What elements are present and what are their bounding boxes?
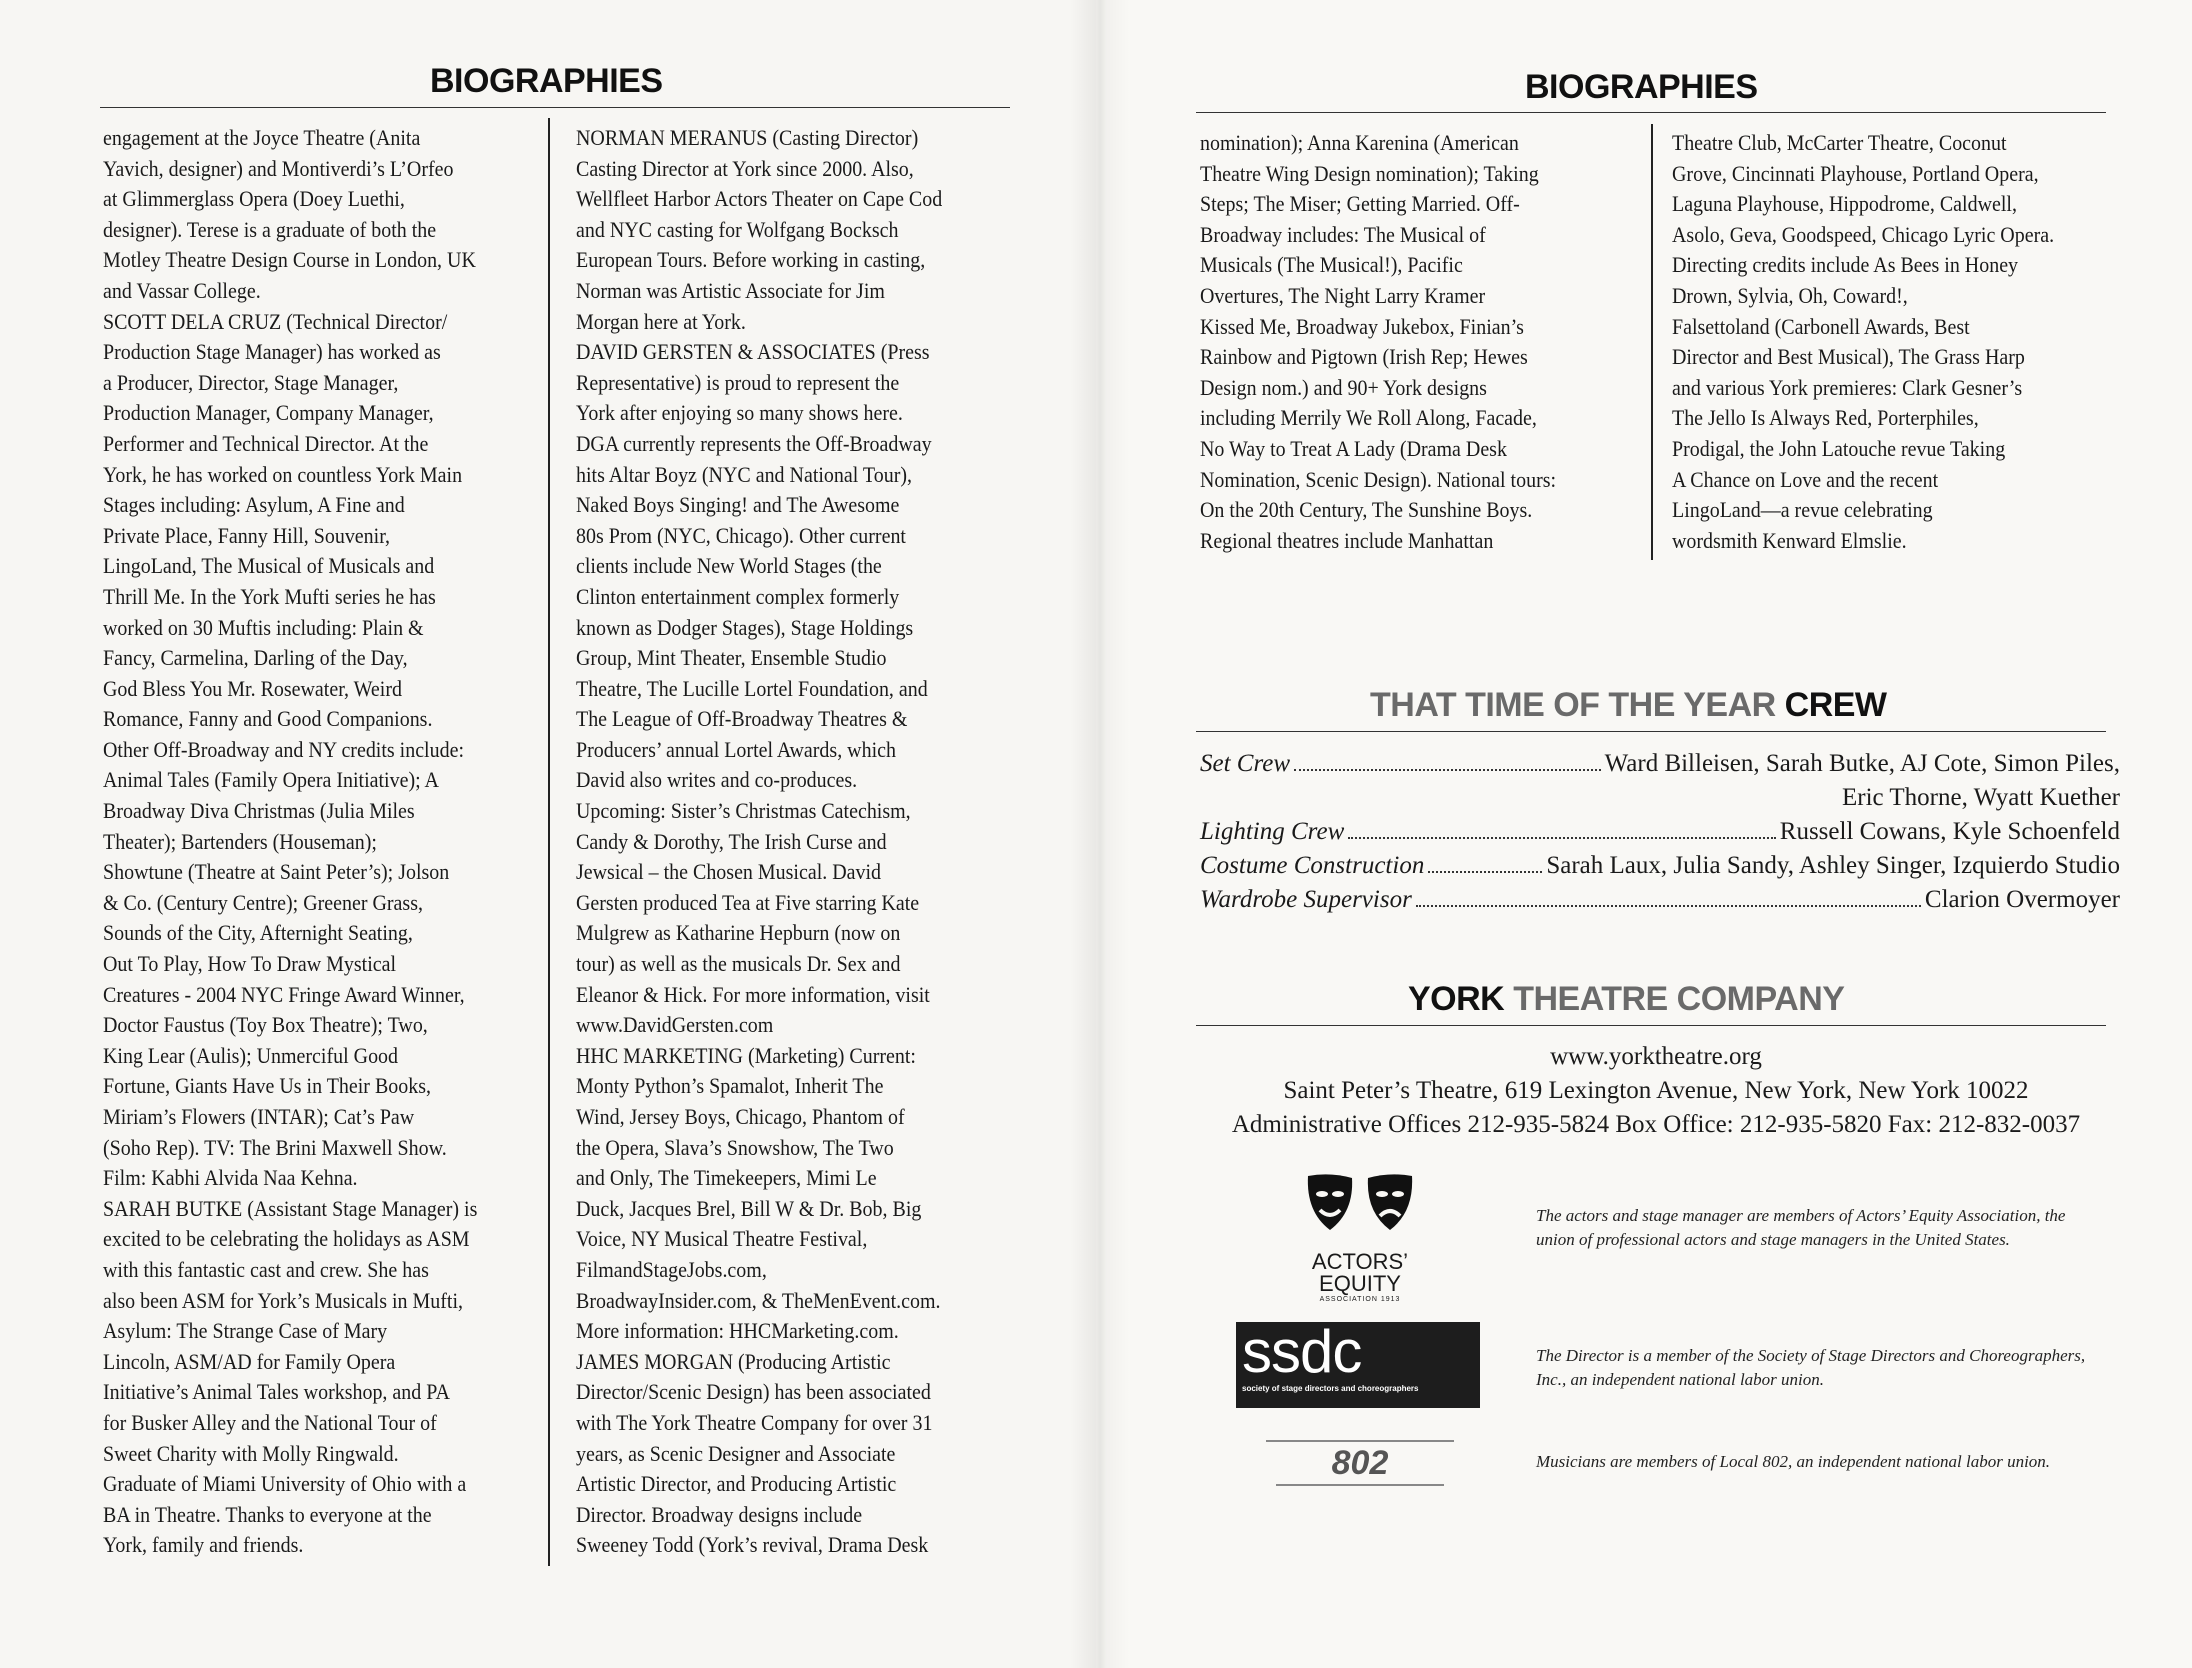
crew-role: Wardrobe Supervisor: [1200, 886, 1412, 913]
bio-text-line: designer). Terese is a graduate of both the: [103, 216, 437, 242]
bio-text-line: Candy & Dorothy, The Irish Curse and: [576, 828, 887, 854]
right-column-divider: [1651, 124, 1653, 560]
crew-names: Clarion Overmoyer: [1924, 886, 2120, 913]
bio-text-line: Jewsical – the Chosen Musical. David: [576, 859, 882, 885]
bio-text-line: Mulgrew as Katharine Hepburn (now on: [576, 920, 901, 946]
bio-text-line: known as Dodger Stages), Stage Holdings: [576, 614, 914, 640]
bio-text-line: Duck, Jacques Brel, Bill W & Dr. Bob, Big: [576, 1195, 922, 1221]
bio-text-line: York after enjoying so many shows here.: [576, 400, 903, 426]
dot-leader: [1294, 769, 1601, 771]
crew-heading-crew-word: CREW: [1784, 686, 1887, 724]
ssdc-logo-subtitle: society of stage directors and choreographers: [1242, 1384, 1419, 1393]
bio-text-line: Grove, Cincinnati Playhouse, Portland Opera,: [1672, 160, 2039, 186]
bio-text-line: excited to be celebrating the holidays as ASM: [103, 1226, 470, 1252]
left-bio-column-1: [103, 123, 477, 1561]
bio-text-line: More information: HHCMarketing.com.: [576, 1318, 899, 1344]
crew-row-lighting: [1200, 818, 2120, 852]
bio-text-line: tour) as well as the musicals Dr. Sex and: [576, 951, 901, 977]
bio-text-line: FilmandStageJobs.com,: [576, 1256, 767, 1282]
bio-text-line: Yavich, designer) and Montiverdi’s L’Orfeo: [103, 155, 454, 181]
bio-text-line: A Chance on Love and the recent: [1672, 466, 1939, 492]
bio-text-line: Group, Mint Theater, Ensemble Studio: [576, 645, 887, 671]
bio-text-line: Casting Director at York since 2000. Also,: [576, 155, 914, 181]
ssdc-logo-text: ssdc: [1242, 1318, 1362, 1385]
bio-text-line: Theatre Wing Design nomination); Taking: [1200, 160, 1539, 186]
bio-text-line: Theater); Bartenders (Houseman);: [103, 828, 377, 854]
bio-text-line: Production Stage Manager) has worked as: [103, 339, 441, 365]
crew-role: Lighting Crew: [1200, 818, 1345, 845]
bio-text-line: LingoLand, The Musical of Musicals and: [103, 553, 435, 579]
crew-row-wardrobe: [1200, 886, 2120, 920]
bio-text-line: Broadway includes: The Musical of: [1200, 221, 1486, 247]
bio-text-line: Out To Play, How To Draw Mystical: [103, 951, 397, 977]
bio-text-line: Nomination, Scenic Design). National tours:: [1200, 466, 1557, 492]
bio-text-line: wordsmith Kenward Elmslie.: [1672, 527, 1907, 553]
bio-text-line: York, he has worked on countless York Main: [103, 461, 463, 487]
bio-text-line: Theatre, The Lucille Lortel Foundation, and: [576, 675, 928, 701]
bio-text-line: Graduate of Miami University of Ohio with a: [103, 1471, 467, 1497]
bio-text-line: Fancy, Carmelina, Darling of the Day,: [103, 645, 408, 671]
bio-text-line: Sounds of the City, Afternight Seating,: [103, 920, 413, 946]
bio-text-line: Private Place, Fanny Hill, Souvenir,: [103, 522, 391, 548]
local-802-statement: Musicians are members of Local 802, an independent national labor union.: [1536, 1452, 2051, 1471]
bio-text-line: Wellfleet Harbor Actors Theater on Cape Cod: [576, 186, 943, 212]
bio-text-line: Directing credits include As Bees in Honey: [1672, 252, 2019, 278]
ssdc-statement: The Director is a member of the Society of Stage Directors and Choreographers, Inc., an independent national labor union.: [1536, 1346, 2086, 1389]
bio-text-line: and NYC casting for Wolfgang Bocksch: [576, 216, 899, 242]
right-heading-rule: [1196, 112, 2106, 113]
bio-text-line: years, as Scenic Designer and Associate: [576, 1440, 896, 1466]
right-bio-column-1: [1200, 128, 1556, 556]
bio-text-line: Rainbow and Pigtown (Irish Rep; Hewes: [1200, 344, 1528, 370]
bio-text-line: Initiative’s Animal Tales workshop, and PA: [103, 1379, 450, 1405]
actors-equity-logo: [1300, 1172, 1420, 1306]
bio-text-line: On the 20th Century, The Sunshine Boys.: [1200, 497, 1533, 523]
bio-text-line: Lincoln, ASM/AD for Family Opera: [103, 1348, 396, 1374]
york-heading-york: YORK: [1408, 980, 1505, 1018]
bio-text-line: Asylum: The Strange Case of Mary: [103, 1318, 388, 1344]
left-column-divider: [548, 118, 550, 1566]
york-phones: Administrative Offices 212-935-5824 Box Office: 212-935-5820 Fax: 212-832-0037: [1231, 1111, 2081, 1138]
bio-text-line: King Lear (Aulis); Unmerciful Good: [103, 1042, 399, 1068]
theatre-masks-icon: [1300, 1172, 1420, 1244]
crew-heading-show-title: THAT TIME OF THE YEAR: [1370, 686, 1776, 724]
bio-text-line: Fortune, Giants Have Us in Their Books,: [103, 1073, 431, 1099]
bio-text-line: Theatre Club, McCarter Theatre, Coconut: [1672, 130, 2007, 155]
equity-logo-line3: ASSOCIATION 1913: [1319, 1296, 1401, 1303]
bio-text-line: HHC MARKETING (Marketing) Current:: [576, 1042, 916, 1068]
bio-text-line: with this fantastic cast and crew. She has: [103, 1256, 429, 1282]
bio-text-line: Voice, NY Musical Theatre Festival,: [576, 1226, 868, 1252]
bio-text-line: the Opera, Slava’s Snowshow, The Two: [576, 1134, 894, 1160]
bio-text-line: Romance, Fanny and Good Companions.: [103, 706, 433, 732]
left-bio-column-2: [576, 123, 942, 1561]
bio-text-line: Creatures - 2004 NYC Fringe Award Winner,: [103, 981, 465, 1007]
bio-text-line: also been ASM for York’s Musicals in Mufti,: [103, 1287, 464, 1313]
bio-text-line: Artistic Director, and Producing Artistic: [576, 1471, 897, 1497]
york-address: Saint Peter’s Theatre, 619 Lexington Avenue, New York, New York 10022: [1283, 1077, 2029, 1104]
crew-row-costume: [1200, 852, 2120, 886]
crew-row-set: [1200, 750, 2120, 784]
crew-role: Set Crew: [1200, 750, 1291, 777]
crew-names: Ward Billeisen, Sarah Butke, AJ Cote, Simon Piles,: [1604, 750, 2120, 777]
bio-text-line: (Soho Rep). TV: The Brini Maxwell Show.: [103, 1134, 447, 1160]
bio-text-line: and various York premieres: Clark Gesner’s: [1672, 374, 2023, 400]
bio-text-line: nomination); Anna Karenina (American: [1200, 130, 1519, 155]
bio-text-line: Doctor Faustus (Toy Box Theatre); Two,: [103, 1012, 428, 1038]
ssdc-logo: [1236, 1318, 1480, 1408]
left-page-heading: BIOGRAPHIES: [430, 62, 663, 100]
bio-text-line: European Tours. Before working in casting,: [576, 247, 926, 273]
bio-text-line: Monty Python’s Spamalot, Inherit The: [576, 1073, 884, 1099]
bio-text-line: www.DavidGersten.com: [576, 1012, 774, 1038]
bio-text-line: Drown, Sylvia, Oh, Coward!,: [1672, 282, 1908, 308]
bio-text-line: Sweeney Todd (York’s revival, Drama Desk: [576, 1532, 929, 1558]
bio-text-line: Clinton entertainment complex formerly: [576, 583, 900, 609]
bio-text-line: Miriam’s Flowers (INTAR); Cat’s Paw: [103, 1104, 415, 1129]
bio-text-line: Asolo, Geva, Goodspeed, Chicago Lyric Opera.: [1672, 221, 2055, 247]
bio-text-line: The Jello Is Always Red, Porterphiles,: [1672, 405, 1979, 431]
crew-row-set-continued: Eric Thorne, Wyatt Kuether: [1841, 784, 2120, 811]
york-website: www.yorktheatre.org: [1550, 1043, 1762, 1070]
bio-text-line: Motley Theatre Design Course in London, UK: [103, 247, 476, 273]
equity-logo-line1: ACTORS’: [1311, 1249, 1409, 1274]
bio-text-line: Falsettoland (Carbonell Awards, Best: [1672, 313, 1970, 339]
equity-logo-line2: EQUITY: [1319, 1271, 1401, 1296]
york-heading-theatre-company: THEATRE COMPANY: [1513, 980, 1845, 1018]
bio-text-line: engagement at the Joyce Theatre (Anita: [103, 125, 421, 150]
bio-text-line: SARAH BUTKE (Assistant Stage Manager) is: [103, 1195, 478, 1221]
bio-text-line: Film: Kabhi Alvida Naa Kehna.: [103, 1165, 358, 1191]
bio-text-line: Representative) is proud to represent the: [576, 369, 900, 395]
bio-text-line: clients include New World Stages (the: [576, 553, 882, 579]
bio-text-line: DAVID GERSTEN & ASSOCIATES (Press: [576, 339, 930, 365]
bio-text-line: Production Manager, Company Manager,: [103, 400, 434, 426]
bio-text-line: Thrill Me. In the York Mufti series he has: [103, 583, 436, 609]
bio-text-line: Broadway Diva Christmas (Julia Miles: [103, 798, 415, 824]
bio-text-line: for Busker Alley and the National Tour of: [103, 1409, 437, 1435]
bio-text-line: The League of Off-Broadway Theatres &: [576, 706, 908, 732]
bio-text-line: Performer and Technical Director. At the: [103, 430, 429, 456]
bio-text-line: Musicals (The Musical!), Pacific: [1200, 252, 1463, 278]
bio-text-line: Director. Broadway designs include: [576, 1501, 863, 1527]
bio-text-line: Laguna Playhouse, Hippodrome, Caldwell,: [1672, 191, 2017, 217]
crew-names: Russell Cowans, Kyle Schoenfeld: [1779, 818, 2120, 845]
crew-heading: [1370, 686, 1887, 725]
bio-text-line: worked on 30 Muftis including: Plain &: [103, 614, 424, 640]
bio-text-line: Stages including: Asylum, A Fine and: [103, 492, 405, 518]
bio-text-line: with The York Theatre Company for over 31: [576, 1409, 933, 1435]
bio-text-line: SCOTT DELA CRUZ (Technical Director/: [103, 308, 448, 334]
bio-text-line: York, family and friends.: [103, 1532, 304, 1558]
bio-text-line: a Producer, Director, Stage Manager,: [103, 369, 399, 395]
crew-names: Sarah Laux, Julia Sandy, Ashley Singer, Izquierdo Studio: [1546, 852, 2120, 879]
bio-text-line: Wind, Jersey Boys, Chicago, Phantom of: [576, 1104, 905, 1129]
bio-text-line: Morgan here at York.: [576, 308, 746, 334]
local-802-logo: [1262, 1440, 1458, 1498]
dot-leader: [1348, 837, 1776, 839]
bio-text-line: Steps; The Miser; Getting Married. Off-: [1200, 191, 1520, 217]
bio-text-line: No Way to Treat A Lady (Drama Desk: [1200, 435, 1507, 461]
bio-text-line: Gersten produced Tea at Five starring Kate: [576, 889, 920, 915]
right-bio-column-2: [1672, 128, 2054, 556]
bio-text-line: Producers’ annual Lortel Awards, which: [576, 736, 896, 762]
bio-text-line: 80s Prom (NYC, Chicago). Other current: [576, 522, 906, 548]
bio-text-line: NORMAN MERANUS (Casting Director): [576, 125, 919, 150]
local-802-logo-text: 802: [1331, 1444, 1389, 1482]
equity-statement: The actors and stage manager are members of Actors’ Equity Association, the union of professional actors and stage managers in the United States.: [1536, 1206, 2066, 1249]
left-heading-rule: [100, 107, 1010, 108]
bio-text-line: Animal Tales (Family Opera Initiative); A: [103, 767, 439, 793]
bio-text-line: Showtune (Theatre at Saint Peter’s); Jolson: [103, 859, 450, 885]
bio-text-line: Director and Best Musical), The Grass Harp: [1672, 344, 2025, 370]
bio-text-line: at Glimmerglass Opera (Doey Luethi,: [103, 186, 405, 212]
bio-text-line: Kissed Me, Broadway Jukebox, Finian’s: [1200, 313, 1524, 339]
bio-text-line: LingoLand—a revue celebrating: [1672, 497, 1933, 523]
bio-text-line: JAMES MORGAN (Producing Artistic: [576, 1348, 891, 1374]
york-heading: [1408, 980, 1844, 1019]
bio-text-line: Norman was Artistic Associate for Jim: [576, 277, 885, 303]
bio-text-line: Upcoming: Sister’s Christmas Catechism,: [576, 798, 911, 824]
bio-text-line: & Co. (Century Centre); Greener Grass,: [103, 889, 423, 915]
right-page-heading: BIOGRAPHIES: [1525, 68, 1758, 106]
bio-text-line: Sweet Charity with Molly Ringwald.: [103, 1440, 399, 1466]
bio-text-line: God Bless You Mr. Rosewater, Weird: [103, 675, 402, 701]
crew-role: Costume Construction: [1200, 852, 1425, 879]
bio-text-line: BroadwayInsider.com, & TheMenEvent.com.: [576, 1287, 941, 1313]
bio-text-line: hits Altar Boyz (NYC and National Tour),: [576, 461, 912, 487]
bio-text-line: including Merrily We Roll Along, Facade,: [1200, 405, 1537, 431]
bio-text-line: Naked Boys Singing! and The Awesome: [576, 492, 900, 518]
crew-heading-rule: [1196, 731, 2106, 732]
bio-text-line: Eleanor & Hick. For more information, visit: [576, 981, 930, 1007]
bio-text-line: and Vassar College.: [103, 277, 261, 303]
bio-text-line: Design nom.) and 90+ York designs: [1200, 374, 1487, 400]
york-heading-rule: [1196, 1025, 2106, 1026]
bio-text-line: Overtures, The Night Larry Kramer: [1200, 282, 1486, 308]
bio-text-line: BA in Theatre. Thanks to everyone at the: [103, 1501, 432, 1527]
bio-text-line: Other Off-Broadway and NY credits include:: [103, 736, 464, 762]
dot-leader: [1416, 905, 1921, 907]
bio-text-line: DGA currently represents the Off-Broadway: [576, 430, 932, 456]
dot-leader: [1428, 871, 1542, 873]
bio-text-line: Prodigal, the John Latouche revue Taking: [1672, 435, 2006, 461]
bio-text-line: Director/Scenic Design) has been associated: [576, 1379, 931, 1405]
bio-text-line: David also writes and co-produces.: [576, 767, 858, 793]
bio-text-line: and Only, The Timekeepers, Mimi Le: [576, 1165, 877, 1191]
bio-text-line: Regional theatres include Manhattan: [1200, 527, 1494, 553]
book-gutter: [1070, 0, 1130, 1668]
